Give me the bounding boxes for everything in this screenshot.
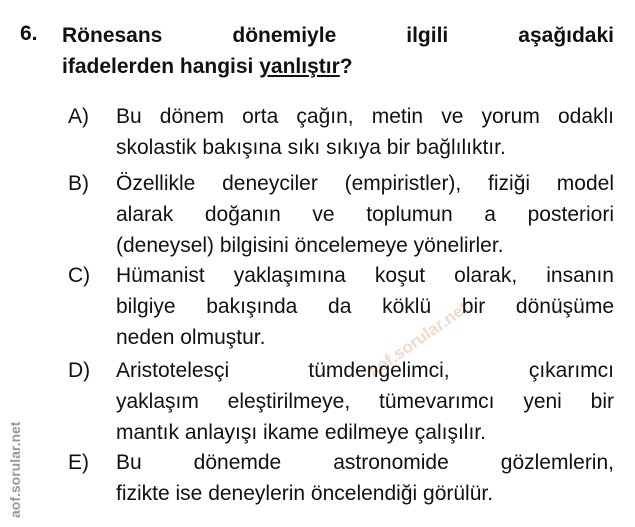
- option-line: skolastik bakışına sıkı sıkıya bir bağlılıktır.: [116, 136, 506, 159]
- option-label: C): [68, 264, 91, 287]
- question-mark: ?: [339, 55, 353, 78]
- option-c[interactable]: [68, 260, 614, 353]
- watermark: aof.sorular.net: [364, 298, 472, 381]
- question-line-text: ifadelerden hangisi: [62, 55, 260, 78]
- question-line: [62, 51, 614, 82]
- underlined-word: yanlıştır: [259, 55, 340, 78]
- option-e[interactable]: [68, 447, 614, 509]
- option-b[interactable]: [68, 168, 614, 261]
- question-number: 6.: [20, 22, 38, 45]
- option-line: Bu dönemde astronomide gözlemlerin,: [116, 451, 614, 474]
- option-a[interactable]: [68, 101, 614, 163]
- option-line: bilgiye bakışında da köklü bir dönüşüme: [116, 295, 614, 318]
- option-label: A): [68, 105, 89, 128]
- option-line: fizikte ise deneylerin öncelendiği görülür.: [116, 482, 494, 505]
- option-line: yaklaşım eleştirilmeye, tümevarımcı yeni bir: [116, 390, 614, 413]
- option-line: Hümanist yaklaşımına koşut olarak, insanın: [116, 264, 614, 287]
- question-text: [62, 20, 614, 82]
- option-label: E): [68, 451, 89, 474]
- question-line: Rönesans dönemiyle ilgili aşağıdaki: [62, 24, 614, 47]
- option-line: Özellikle deneyciler (empiristler), fiziği model: [116, 172, 614, 195]
- option-d[interactable]: [68, 355, 614, 448]
- side-watermark: aof.sorular.net: [7, 421, 23, 518]
- option-line: Aristotelesçi tümdengelimci, çıkarımcı: [116, 359, 614, 382]
- option-line: neden olmuştur.: [116, 326, 266, 349]
- option-label: D): [68, 359, 91, 382]
- option-label: B): [68, 172, 89, 195]
- option-line: mantık anlayışı ikame edilmeye çalışılır.: [116, 421, 486, 444]
- option-line: Bu dönem orta çağın, metin ve yorum odaklı: [116, 105, 614, 128]
- option-line: (deneysel) bilgisini öncelemeye yönelirler.: [116, 234, 504, 257]
- option-line: alarak doğanın ve toplumun a posteriori: [116, 203, 614, 226]
